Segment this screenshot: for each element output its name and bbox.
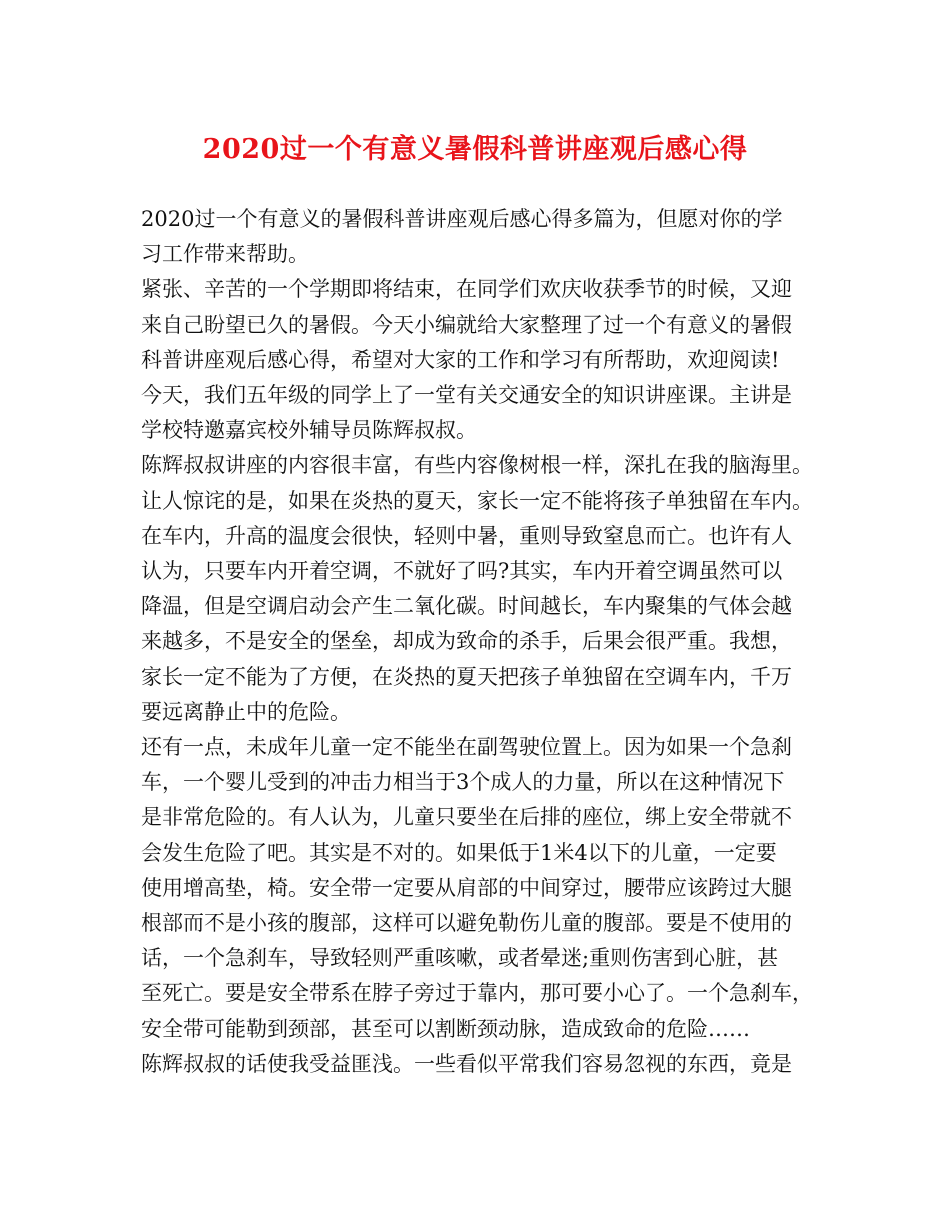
text-line: 降温，但是空调启动会产生二氧化碳。时间越长，车内聚集的气体会越	[141, 594, 792, 619]
text-line: 认为，只要车内开着空调，不就好了吗?其实，车内开着空调虽然可以	[141, 559, 783, 584]
text-line: 2020过一个有意义的暑假科普讲座观后感心得多篇为，但愿对你的学	[141, 207, 783, 231]
text-line: 会发生危险了吧。其实是不对的。如果低于1米4以下的儿童，一定要	[141, 840, 777, 865]
text-line: 习工作带来帮助。	[141, 242, 309, 267]
text-line: 至死亡。要是安全带系在脖子旁过于靠内，那可要小心了。一个急刹车，	[141, 981, 813, 1006]
text-line: 还有一点，未成年儿童一定不能坐在副驾驶位置上。因为如果一个急刹	[141, 735, 792, 760]
text-line: 陈辉叔叔讲座的内容很丰富，有些内容像树根一样，深扎在我的脑海里。	[141, 453, 813, 478]
text-line: 话，一个急刹车，导致轻则严重咳嗽，或者晕迷;重则伤害到心脏，甚	[141, 946, 779, 971]
text-line: 是非常危险的。有人认为，儿童只要坐在后排的座位，绑上安全带就不	[141, 805, 792, 830]
text-line: 今天，我们五年级的同学上了一堂有关交通安全的知识讲座课。主讲是	[141, 383, 792, 408]
document-title: 2020过一个有意义暑假科普讲座观后感心得	[202, 134, 748, 165]
text-line: 根部而不是小孩的腹部，这样可以避免勒伤儿童的腹部。要是不使用的	[141, 911, 792, 936]
text-line: 来自己盼望已久的暑假。今天小编就给大家整理了过一个有意义的暑假	[141, 312, 792, 337]
text-line: 在车内，升高的温度会很快，轻则中暑，重则导致窒息而亡。也许有人	[141, 523, 792, 548]
text-line: 来越多，不是安全的堡垒，却成为致命的杀手，后果会很严重。我想，	[141, 629, 792, 654]
text-line: 安全带可能勒到颈部，甚至可以割断颈动脉，造成致命的危险……	[141, 1016, 750, 1041]
text-line: 家长一定不能为了方便，在炎热的夏天把孩子单独留在空调车内，千万	[141, 664, 792, 689]
document-body	[141, 202, 829, 1082]
text-line: 紧张、辛苦的一个学期即将结束，在同学们欢庆收获季节的时候，又迎	[141, 277, 792, 302]
text-line: 车，一个婴儿受到的冲击力相当于3个成人的力量，所以在这种情况下	[141, 770, 785, 795]
text-line: 科普讲座观后感心得，希望对大家的工作和学习有所帮助，欢迎阅读!	[141, 347, 780, 372]
text-line: 使用增高垫，椅。安全带一定要从肩部的中间穿过，腰带应该跨过大腿	[141, 875, 792, 900]
text-line: 让人惊诧的是，如果在炎热的夏天，家长一定不能将孩子单独留在车内。	[141, 488, 813, 513]
text-line: 陈辉叔叔的话使我受益匪浅。一些看似平常我们容易忽视的东西，竟是	[141, 1051, 792, 1076]
text-line: 要远离静止中的危险。	[141, 699, 351, 724]
text-line: 学校特邀嘉宾校外辅导员陈辉叔叔。	[141, 418, 477, 443]
